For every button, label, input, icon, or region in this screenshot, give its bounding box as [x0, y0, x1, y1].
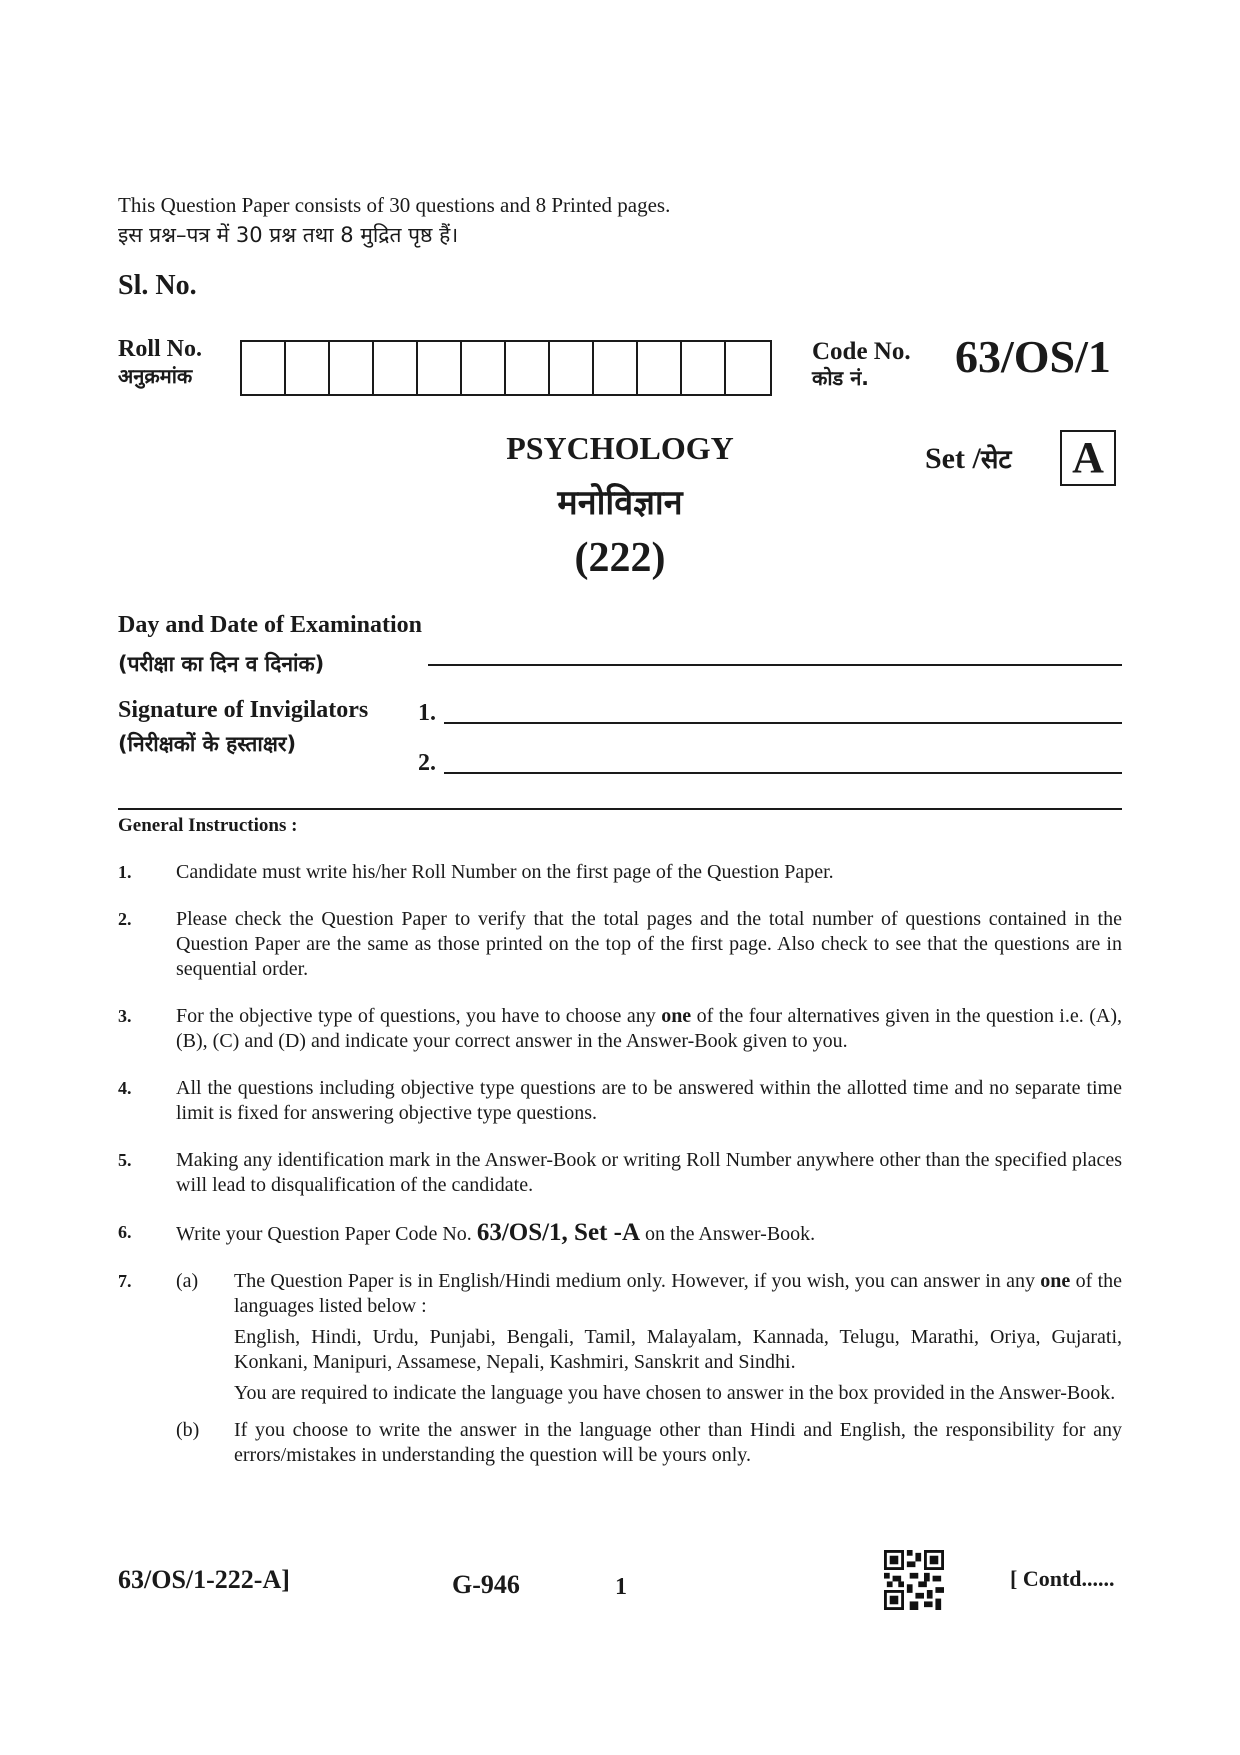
- subitem-label: (b): [176, 1419, 200, 1441]
- invigilator-signature-label: Signature of Invigilators: [118, 697, 369, 723]
- instruction-text: Making any identification mark in the Answer-Book or writing Roll Number anywhere other than the specified places will lead to disqualification of the candidate.: [176, 1149, 1122, 1196]
- code-number-label-en: Code No.: [812, 338, 911, 365]
- subject-title-hindi: मनोविज्ञान: [557, 483, 683, 523]
- instructions-list: [118, 860, 1122, 1496]
- instruction-text-part: The Question Paper is in English/Hindi medium only. However, if you wish, you can answer in any: [234, 1270, 1041, 1292]
- subitem-paragraph: [234, 1269, 1122, 1319]
- footer-g-code: G-946: [452, 1570, 520, 1599]
- signature-1-number: 1.: [418, 700, 436, 726]
- roll-number-box[interactable]: [726, 342, 770, 394]
- subitem-note: You are required to indicate the language you have chosen to answer in the box provided in the Answer-Book.: [234, 1382, 1116, 1404]
- roll-number-box[interactable]: [506, 342, 550, 394]
- instruction-text: Please check the Question Paper to verify that the total pages and the total number of questions contained in the Question Paper are the same as those printed on the top of the first page. Also check to see that the questions are in sequential order.: [176, 908, 1122, 980]
- instruction-item: [118, 860, 1122, 885]
- section-divider: [118, 808, 1122, 810]
- roll-number-box[interactable]: [374, 342, 418, 394]
- subitem-text: [234, 1269, 1122, 1412]
- instruction-number: 5.: [118, 1150, 132, 1170]
- roll-number-label-en: Roll No.: [118, 336, 202, 362]
- subitem-text: If you choose to write the answer in the language other than Hindi and English, the responsibility for any errors/mistakes in understanding the question will be yours only.: [234, 1419, 1122, 1466]
- instruction-item: [118, 1220, 1122, 1247]
- instruction-number: 7.: [118, 1271, 132, 1291]
- invigilator-signature-label-hindi: (निरीक्षकों के हस्ताक्षर): [118, 732, 297, 756]
- roll-number-box[interactable]: [550, 342, 594, 394]
- roll-number-label: [118, 336, 202, 390]
- instruction-item: [118, 1148, 1122, 1198]
- instruction-text-bold: 63/OS/1, Set -A: [476, 1219, 641, 1246]
- roll-number-box[interactable]: [638, 342, 682, 394]
- signature-2-number: 2.: [418, 750, 436, 776]
- instruction-text-part: of the languages listed below :: [234, 1270, 1123, 1317]
- roll-number-box[interactable]: [286, 342, 330, 394]
- set-value-box: A: [1060, 430, 1116, 486]
- exam-date-line[interactable]: [428, 664, 1122, 666]
- footer-paper-code: 63/OS/1-222-A]: [118, 1565, 290, 1594]
- instruction-text-part: of the four alternatives given in the question i.e. (A), (B), (C) and (D) and indicate your correct answer in the Answer-Book given to you.: [176, 1005, 1122, 1052]
- instruction-item: [118, 907, 1122, 982]
- instructions-heading: General Instructions :: [118, 815, 298, 836]
- roll-number-box[interactable]: [462, 342, 506, 394]
- instruction-number: 1.: [118, 862, 132, 882]
- paper-info-hindi: इस प्रश्न–पत्र में 30 प्रश्न तथा 8 मुद्रित पृष्ठ हैं।: [118, 223, 459, 247]
- instruction-text-bold: one: [1040, 1270, 1071, 1292]
- instruction-number: 4.: [118, 1078, 132, 1098]
- instruction-item: [118, 1076, 1122, 1126]
- signature-2-line[interactable]: [444, 772, 1122, 774]
- roll-number-box[interactable]: [594, 342, 638, 394]
- exam-date-label: Day and Date of Examination: [118, 612, 423, 638]
- continued-label: [ Contd......: [1010, 1566, 1115, 1591]
- instruction-number: 2.: [118, 909, 132, 929]
- set-label: [925, 440, 1012, 476]
- code-number-label-hi: कोड नं.: [812, 366, 869, 390]
- instruction-text: Candidate must write his/her Roll Number on the first page of the Question Paper.: [176, 861, 834, 883]
- roll-number-box[interactable]: [418, 342, 462, 394]
- instruction-text: All the questions including objective type questions are to be answered within the allotted time and no separate time limit is fixed for answering objective type questions.: [176, 1077, 1122, 1124]
- subject-code: (222): [574, 535, 666, 581]
- instruction-text: [176, 1004, 1122, 1054]
- instruction-subitem: [176, 1418, 1122, 1468]
- code-number-label: [812, 338, 911, 392]
- instruction-subitem: [176, 1269, 1122, 1412]
- instruction-item: [118, 1269, 1122, 1474]
- signature-1-line[interactable]: [444, 722, 1122, 724]
- set-label-hi: सेट: [980, 445, 1012, 475]
- roll-number-label-hi: अनुक्रमांक: [118, 364, 193, 388]
- instruction-text-part: Write your Question Paper Code No.: [176, 1223, 477, 1245]
- roll-number-box[interactable]: [330, 342, 374, 394]
- instruction-text: [176, 1269, 1122, 1474]
- roll-number-box[interactable]: [242, 342, 286, 394]
- set-label-en: Set /: [925, 442, 981, 475]
- language-list: English, Hindi, Urdu, Punjabi, Bengali, Tamil, Malayalam, Kannada, Telugu, Marathi, Oriya, Gujarati, Konkani, Manipuri, Assamese, Nepali, Kashmiri, Sanskrit and Sindhi.: [234, 1326, 1122, 1373]
- serial-number-label: Sl. No.: [118, 270, 197, 301]
- subitem-label: (a): [176, 1270, 199, 1292]
- page-number: 1: [615, 1574, 627, 1600]
- roll-number-boxes[interactable]: [240, 340, 772, 396]
- instruction-number: 3.: [118, 1006, 132, 1026]
- roll-number-box[interactable]: [682, 342, 726, 394]
- instruction-number: 6.: [118, 1222, 132, 1242]
- qr-code-icon: [884, 1550, 944, 1610]
- instruction-item: [118, 1004, 1122, 1054]
- subject-title: PSYCHOLOGY: [506, 430, 734, 466]
- instruction-text-part: For the objective type of questions, you have to choose any: [176, 1005, 662, 1027]
- exam-date-label-hindi: (परीक्षा का दिन व दिनांक): [118, 652, 325, 676]
- instruction-text-part: on the Answer-Book.: [640, 1223, 816, 1245]
- code-number-value: 63/OS/1: [955, 331, 1111, 382]
- instruction-text: [176, 1220, 1122, 1247]
- paper-info-english: This Question Paper consists of 30 questions and 8 Printed pages.: [118, 193, 671, 217]
- instruction-text-bold: one: [661, 1005, 692, 1027]
